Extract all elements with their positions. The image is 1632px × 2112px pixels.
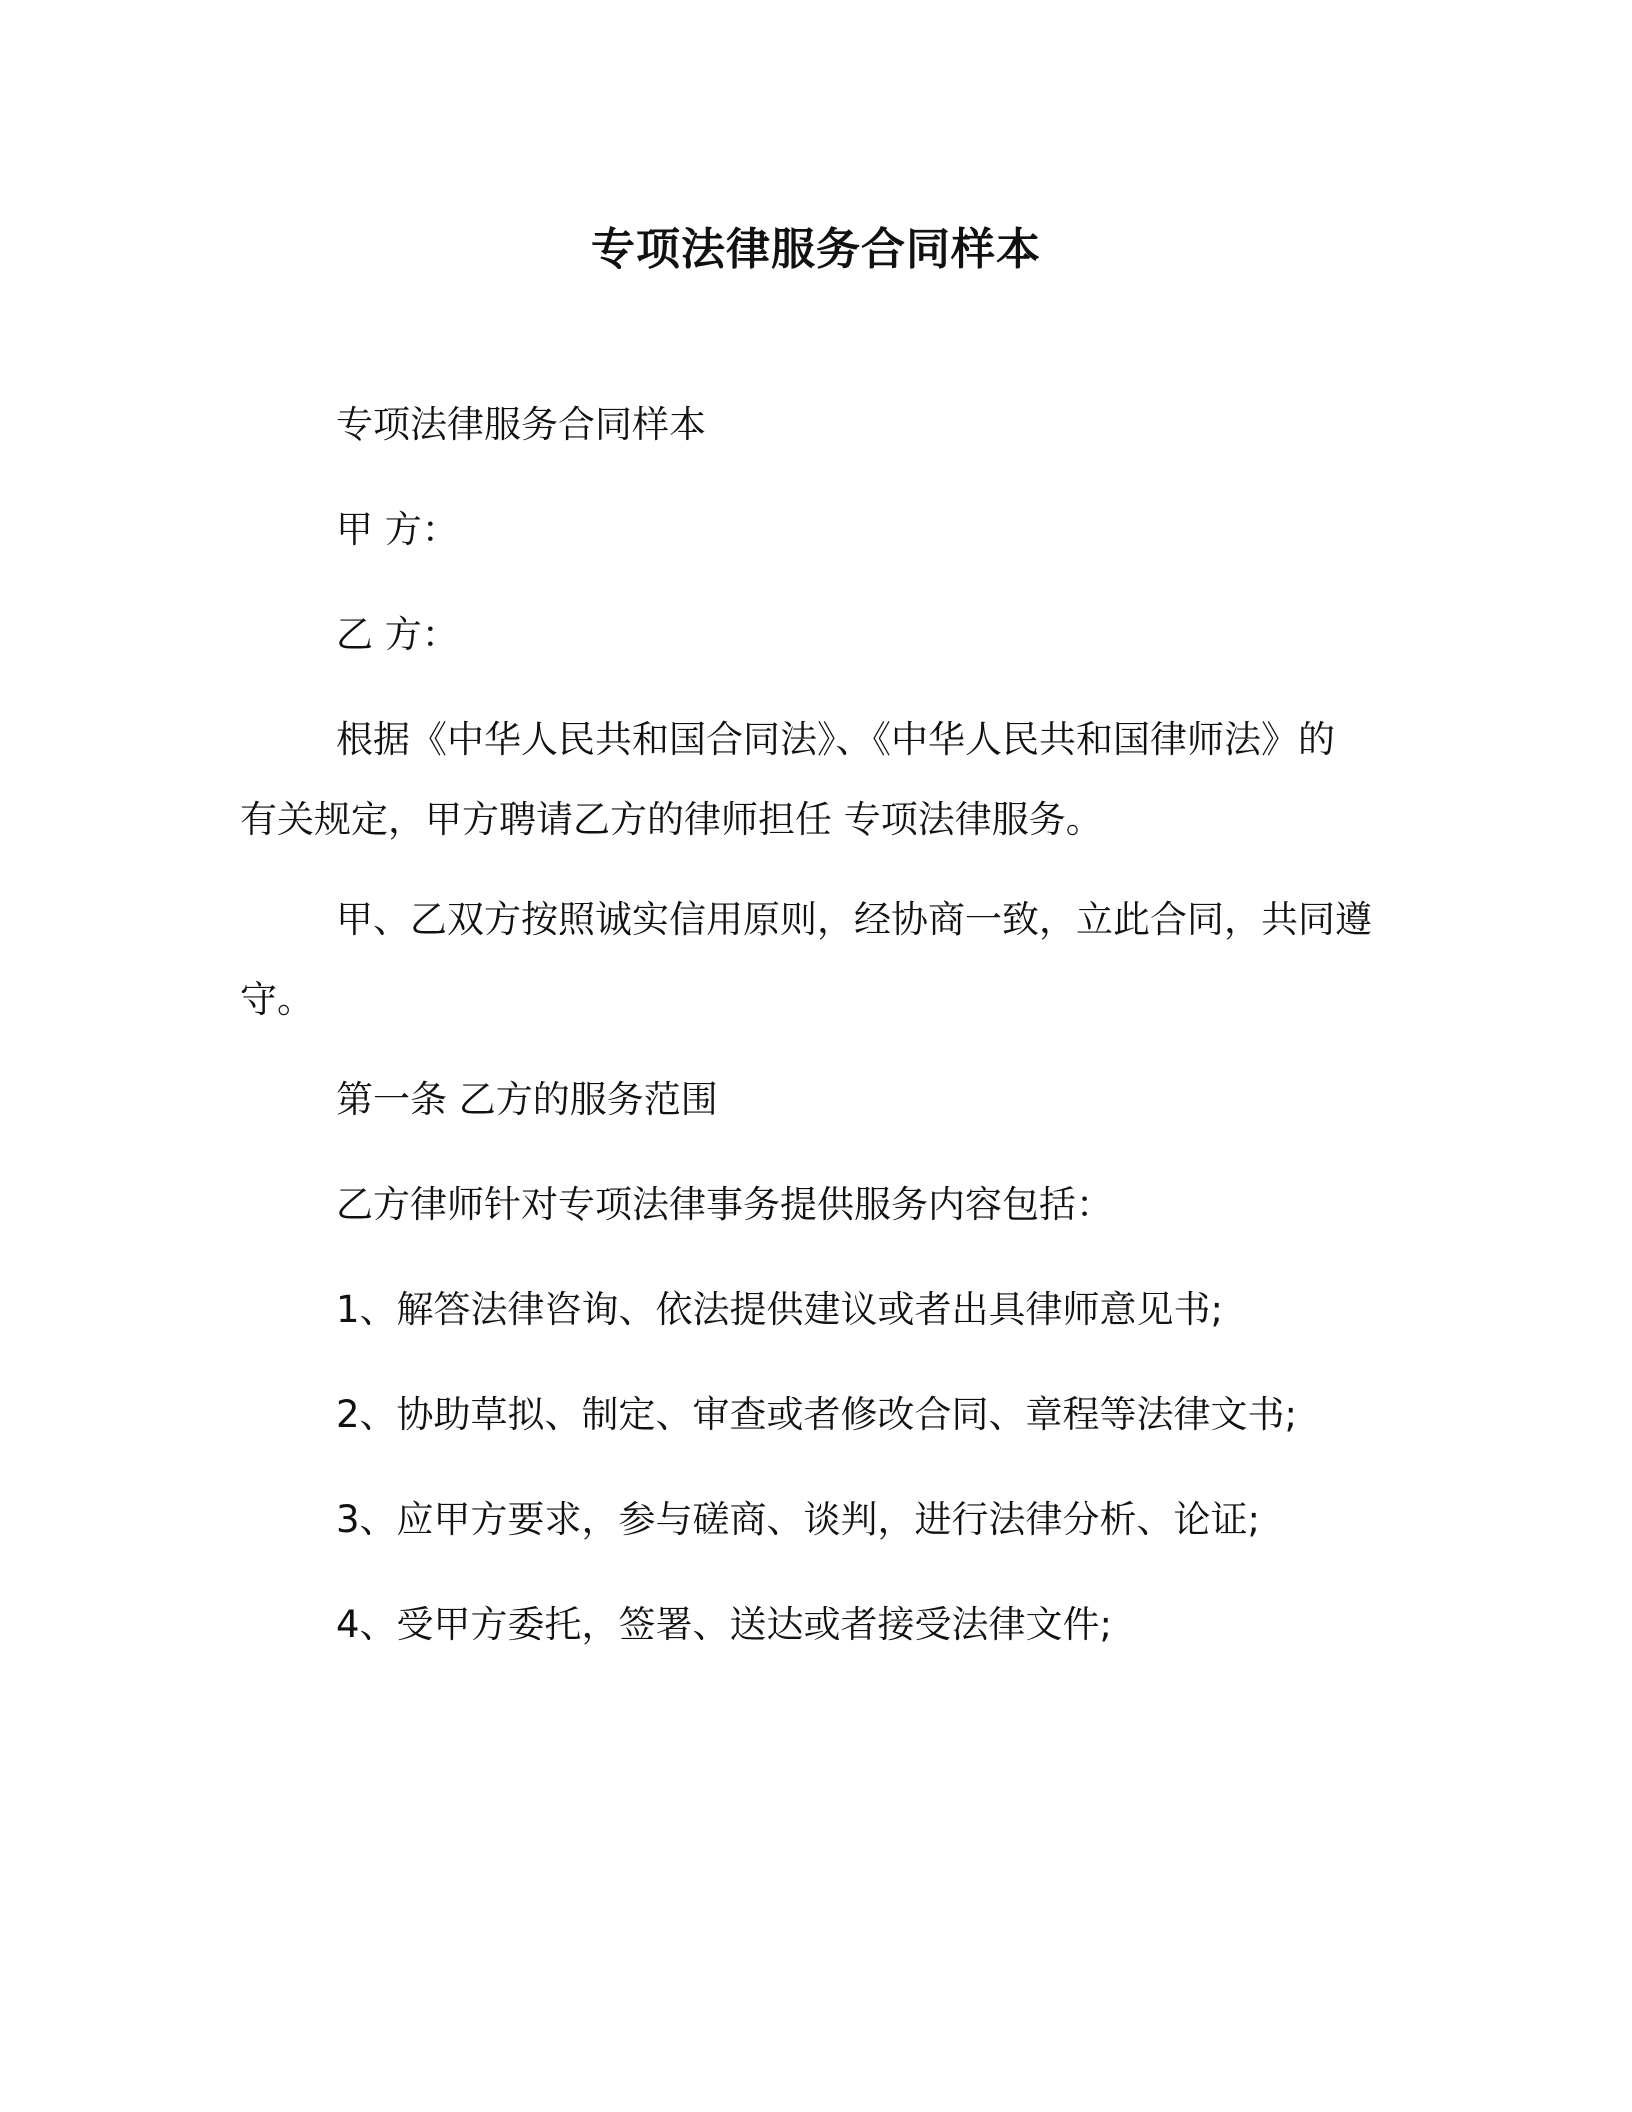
paragraph-line: 乙方律师针对专项法律事务提供服务内容包括： — [336, 1183, 1113, 1226]
list-item — [240, 1270, 1392, 1350]
list-item — [240, 1480, 1392, 1560]
paragraph-line: 根据《中华人民共和国合同法》、《中华人民共和国律师法》的 — [336, 718, 1335, 761]
paragraph-heading — [240, 385, 1392, 465]
list-item — [240, 1375, 1392, 1455]
paragraph-line: 第一条 乙方的服务范围 — [336, 1078, 718, 1121]
paragraph-line: 3、应甲方要求，参与磋商、谈判，进行法律分析、论证; — [336, 1498, 1261, 1541]
paragraph-line: 甲、乙双方按照诚实信用原则，经协商一致，立此合同，共同遵 — [336, 898, 1372, 941]
paragraph-legal-basis — [240, 700, 1392, 860]
paragraph-line: 2、协助草拟、制定、审查或者修改合同、章程等法律文书; — [336, 1393, 1298, 1436]
paragraph-line: 专项法律服务合同样本 — [336, 403, 706, 446]
paragraph-line: 守。 — [240, 978, 314, 1021]
service-scope-intro — [240, 1165, 1392, 1245]
paragraph-line: 有关规定，甲方聘请乙方的律师担任 专项法律服务。 — [240, 798, 1103, 841]
article-one-heading — [240, 1060, 1392, 1140]
party-b-line — [240, 595, 1392, 675]
document-title: 专项法律服务合同样本 — [591, 224, 1041, 275]
paragraph-line: 1、解答法律咨询、依法提供建议或者出具律师意见书; — [336, 1288, 1224, 1331]
paragraph-line: 甲 方： — [336, 508, 459, 551]
paragraph-line: 4、受甲方委托，签署、送达或者接受法律文件; — [336, 1603, 1113, 1646]
list-item — [240, 1585, 1392, 1665]
paragraph-principle — [240, 880, 1392, 1040]
paragraph-line: 乙 方： — [336, 613, 459, 656]
party-a-line — [240, 490, 1392, 570]
